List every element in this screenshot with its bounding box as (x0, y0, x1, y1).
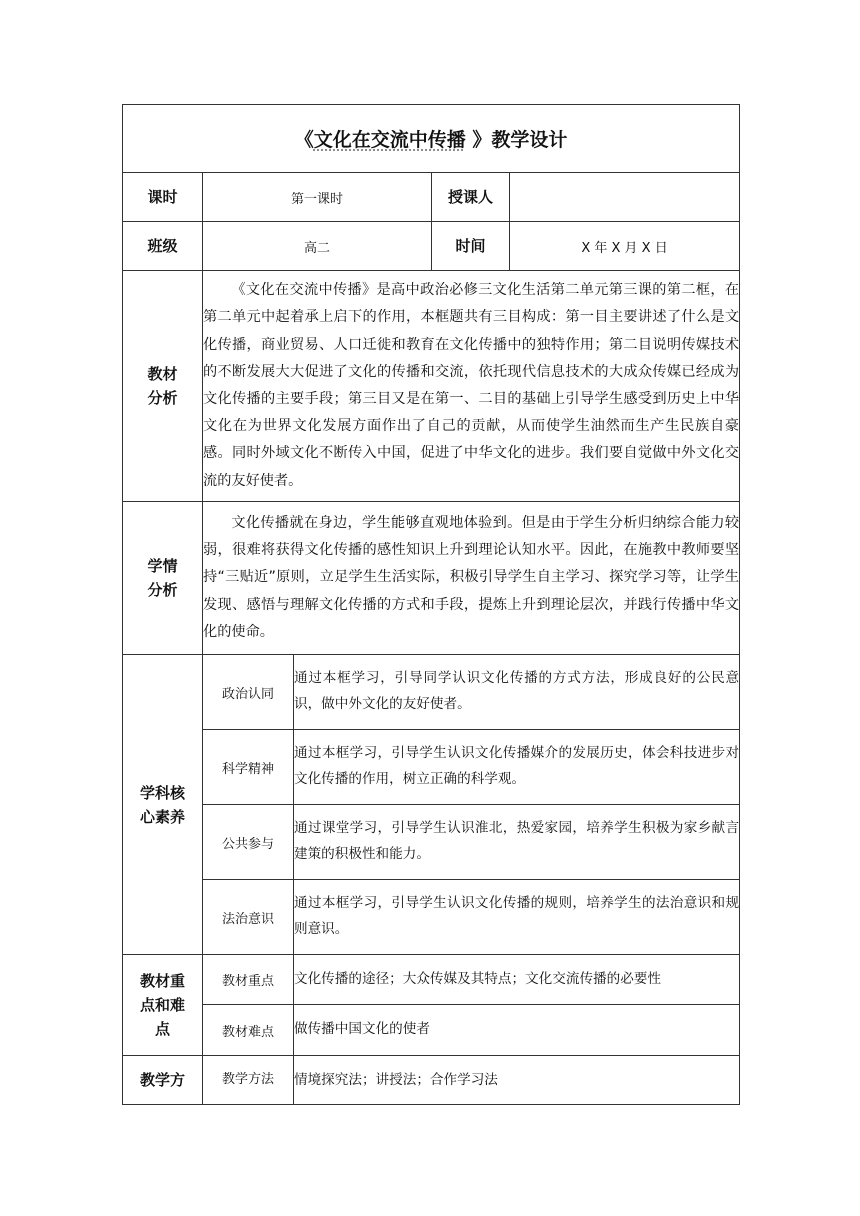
literacy-text: 通过本框学习，引导学生认识文化传播的规则，培养学生的法治意识和规则意识。 (294, 880, 740, 955)
literacy-name: 政治认同 (203, 655, 294, 730)
literacy-name: 科学精神 (203, 730, 294, 805)
literacy-row (123, 655, 740, 730)
title-row (123, 105, 740, 173)
key-point-row (123, 1005, 740, 1056)
key-point-text: 文化传播的途径；大众传媒及其特点；文化交流传播的必要性 (294, 955, 740, 1005)
key-point-name: 教材难点 (203, 1005, 294, 1056)
textbook-analysis-text: 《文化在交流中传播》是高中政治必修三文化生活第二单元第三课的第二框，在第二单元中起着承上启下的作用，本框题共有三目构成：第一目主要讲述了什么是文化传播，商业贸易、人口迁徙和教育在文化传播中的独特作用；第二目说明传媒技术的不断发展大大促进了文化的传播和交流，依托现代信息技术的大成众传媒已经成为文化传播的主要手段；第三目又是在第一、二目的基础上引导学生感受到历史上中华文化在为世界文化发展方面作出了自己的贡献，从而使学生油然而生产生民族自豪感。同时外域文化不断传入中国，促进了中华文化的进步。我们要自觉做中外文化交流的友好使者。 (203, 271, 740, 502)
time-value: X 年 X 月 X 日 (510, 222, 740, 271)
method-text: 情境探究法；讲授法；合作学习法 (294, 1056, 740, 1105)
lesson-value: 第一课时 (203, 173, 432, 222)
learner-analysis-row (123, 502, 740, 655)
key-point-row (123, 955, 740, 1005)
core-literacy-label: 学科核心素养 (123, 655, 203, 955)
literacy-text: 通过本框学习，引导学生认识文化传播媒介的发展历史，体会科技进步对文化传播的作用，树立正确的科学观。 (294, 730, 740, 805)
literacy-name: 公共参与 (203, 805, 294, 880)
time-label: 时间 (432, 222, 510, 271)
literacy-row (123, 730, 740, 805)
document-title: 《文化在交流中传播 》教学设计 (123, 105, 740, 173)
literacy-row (123, 805, 740, 880)
textbook-analysis-label: 教材分析 (123, 271, 203, 502)
literacy-row (123, 880, 740, 955)
methods-label: 教学方 (123, 1056, 203, 1105)
key-point-name: 教材重点 (203, 955, 294, 1005)
literacy-text: 通过课堂学习，引导学生认识淮北，热爱家园，培养学生积极为家乡献言建策的积极性和能力。 (294, 805, 740, 880)
literacy-text: 通过本框学习，引导同学认识文化传播的方式方法，形成良好的公民意识，做中外文化的友好使者。 (294, 655, 740, 730)
textbook-analysis-row (123, 271, 740, 502)
methods-row (123, 1056, 740, 1105)
class-label: 班级 (123, 222, 203, 271)
method-name: 教学方法 (203, 1056, 294, 1105)
lesson-row (123, 173, 740, 222)
title-course-name: 文化在交流中传播 (313, 129, 466, 151)
key-point-text: 做传播中国文化的使者 (294, 1005, 740, 1056)
class-value: 高二 (203, 222, 432, 271)
learner-analysis-text: 文化传播就在身边，学生能够直观地体验到。但是由于学生分析归纳综合能力较弱，很难将获得文化传播的感性知识上升到理论认知水平。因此，在施教中教师要坚持“三贴近”原则，立足学生生活实际，积极引导学生自主学习、探究学习等，让学生发现、感悟与理解文化传播的方式和手段，提炼上升到理论层次，并践行传播中华文化的使命。 (203, 502, 740, 655)
literacy-name: 法治意识 (203, 880, 294, 955)
teacher-label: 授课人 (432, 173, 510, 222)
learner-analysis-label: 学情分析 (123, 502, 203, 655)
lesson-label: 课时 (123, 173, 203, 222)
key-points-label: 教材重点和难点 (123, 955, 203, 1056)
class-row (123, 222, 740, 271)
teacher-value (510, 173, 740, 222)
lesson-plan-table (122, 104, 740, 1105)
